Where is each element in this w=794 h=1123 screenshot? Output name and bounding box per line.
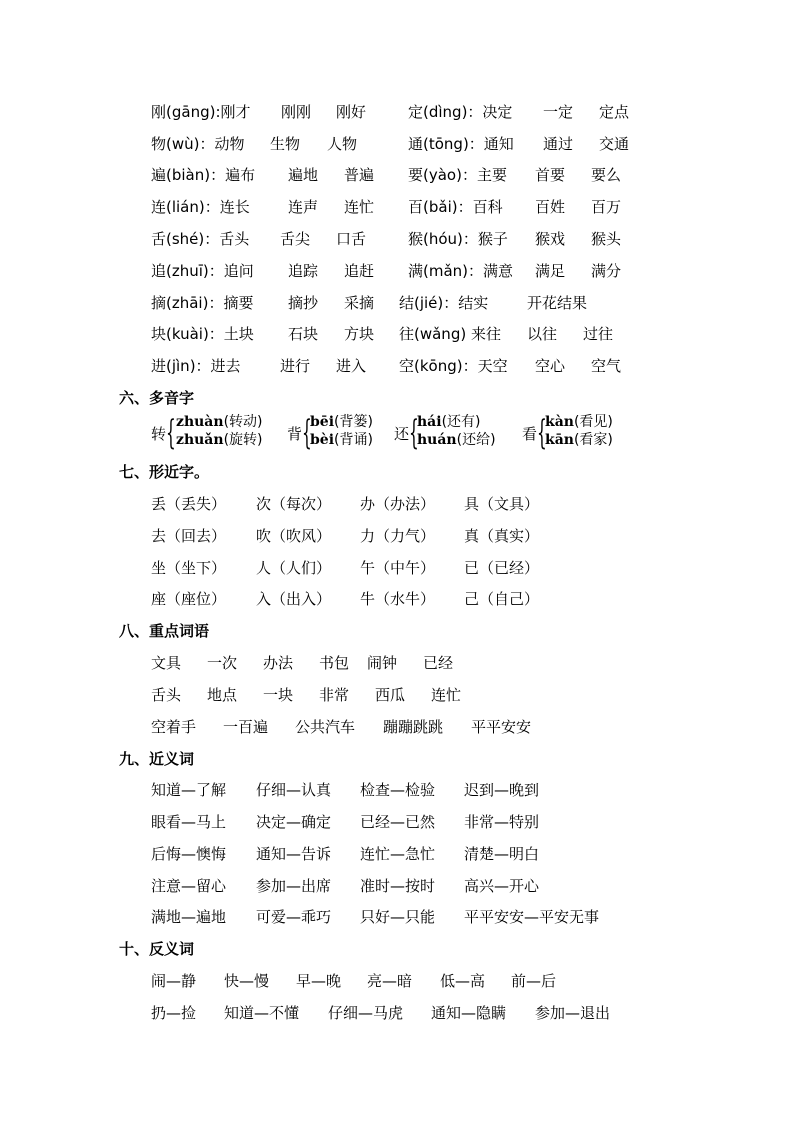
synonym-pair: 清楚—明白: [464, 845, 540, 863]
synonym-pair: 可爱—乖巧: [256, 908, 332, 926]
word: 刚好: [336, 103, 367, 121]
similar-char: 入（出入）: [256, 590, 332, 608]
section-heading: 八、重点词语: [119, 622, 210, 640]
word-entry: 块(kuài)：土块: [151, 325, 254, 343]
word: 石块: [288, 325, 319, 343]
reading-1: kàn(看见): [545, 414, 613, 430]
reading-2: bèi(背诵): [310, 432, 373, 448]
key-word: 地点: [207, 686, 238, 704]
reading-1: hái(还有): [417, 414, 481, 430]
polyphone-char: 转: [151, 425, 167, 443]
similar-char: 己（自己）: [464, 590, 540, 608]
polyphone-group: [394, 414, 509, 454]
antonym-pair: 亮—暗: [367, 972, 413, 990]
word: 开花结果: [527, 294, 588, 312]
word-entry: 追(zhuī)：追问: [151, 262, 254, 280]
reading-1: zhuàn(转动): [176, 414, 263, 430]
antonym-pair: 知道—不懂: [224, 1004, 300, 1022]
key-word: 舌头: [151, 686, 182, 704]
word: 进入: [336, 357, 367, 375]
word: 百姓: [535, 198, 566, 216]
polyphone-group: [522, 414, 627, 454]
antonym-pair: 通知—隐瞒: [431, 1004, 507, 1022]
synonym-pair: 只好—只能: [360, 908, 436, 926]
polyphone-char: 看: [522, 425, 538, 443]
section-heading: 十、反义词: [119, 940, 195, 958]
similar-char: 人（人们）: [256, 559, 332, 577]
similar-char: 坐（坐下）: [151, 559, 227, 577]
word: 口舌: [336, 230, 367, 248]
similar-char: 丢（丢失）: [151, 495, 227, 513]
word-entry: 空(kōng)：天空: [399, 357, 508, 375]
section-heading: 六、多音字: [119, 389, 195, 407]
similar-char: 牛（水牛）: [360, 590, 436, 608]
synonym-pair: 平平安安—平安无事: [464, 908, 600, 926]
antonym-pair: 低—高: [440, 972, 486, 990]
antonym-pair: 早—晚: [296, 972, 342, 990]
word: 猴头: [591, 230, 622, 248]
word: 刚刚: [281, 103, 312, 121]
key-word: 闹钟: [367, 654, 398, 672]
word-entry: 猴(hóu)：猴子: [408, 230, 508, 248]
synonym-pair: 仔细—认真: [256, 781, 332, 799]
word: 舌尖: [280, 230, 311, 248]
synonym-pair: 注意—留心: [151, 877, 227, 895]
synonym-pair: 迟到—晚到: [464, 781, 540, 799]
word: 满分: [591, 262, 622, 280]
similar-char: 吹（吹风）: [256, 527, 332, 545]
similar-char: 真（真实）: [464, 527, 540, 545]
brace-icon: {: [537, 413, 547, 453]
word-entry: 往(wǎng) 来往: [399, 325, 501, 343]
brace-icon: {: [302, 413, 312, 453]
word: 定点: [599, 103, 630, 121]
synonym-pair: 决定—确定: [256, 813, 332, 831]
word: 追踪: [288, 262, 319, 280]
key-word: 一块: [263, 686, 294, 704]
key-word: 西瓜: [375, 686, 406, 704]
key-word: 非常: [319, 686, 350, 704]
antonym-pair: 扔—捡: [151, 1004, 197, 1022]
similar-char: 午（中午）: [360, 559, 436, 577]
antonym-pair: 快—慢: [224, 972, 270, 990]
key-word: 办法: [263, 654, 294, 672]
polyphone-char: 还: [394, 425, 410, 443]
word-entry: 物(wù)：动物: [151, 135, 245, 153]
word: 遍地: [288, 166, 319, 184]
synonym-pair: 准时—按时: [360, 877, 436, 895]
word: 摘抄: [288, 294, 319, 312]
word: 满足: [535, 262, 566, 280]
reading-2: kān(看家): [545, 432, 613, 448]
word: 百万: [591, 198, 622, 216]
word: 以往: [527, 325, 558, 343]
word: 首要: [535, 166, 566, 184]
word: 空心: [535, 357, 566, 375]
word-entry: 百(bǎi)：百科: [408, 198, 503, 216]
key-word: 书包: [319, 654, 350, 672]
word-entry: 满(mǎn)：满意: [408, 262, 514, 280]
word: 空气: [591, 357, 622, 375]
polyphone-group: [151, 414, 276, 454]
word: 交通: [599, 135, 630, 153]
section-heading: 九、近义词: [119, 750, 195, 768]
key-word: 一次: [207, 654, 238, 672]
word-entry: 通(tōng)：通知: [408, 135, 514, 153]
word: 通过: [543, 135, 574, 153]
word-entry: 连(lián)：连长: [151, 198, 250, 216]
synonym-pair: 满地—遍地: [151, 908, 227, 926]
word: 追赶: [344, 262, 375, 280]
word-entry: 进(jìn)：进去: [151, 357, 241, 375]
similar-char: 次（每次）: [256, 495, 332, 513]
section-heading: 七、形近字。: [119, 463, 210, 481]
key-word: 蹦蹦跳跳: [383, 718, 444, 736]
synonym-pair: 后悔—懊悔: [151, 845, 227, 863]
antonym-pair: 仔细—马虎: [328, 1004, 404, 1022]
word: 采摘: [344, 294, 375, 312]
synonym-pair: 连忙—急忙: [360, 845, 436, 863]
word: 过往: [583, 325, 614, 343]
word-entry: 刚(gāng):刚才: [151, 103, 251, 121]
synonym-pair: 检查—检验: [360, 781, 436, 799]
word: 进行: [280, 357, 311, 375]
key-word: 空着手: [151, 718, 197, 736]
antonym-pair: 闹—静: [151, 972, 197, 990]
word: 一定: [543, 103, 574, 121]
word: 人物: [327, 135, 358, 153]
reading-2: huán(还给): [417, 432, 496, 448]
polyphone-char: 背: [287, 425, 303, 443]
word: 普遍: [344, 166, 375, 184]
key-word: 连忙: [431, 686, 462, 704]
synonym-pair: 参加—出席: [256, 877, 332, 895]
synonym-pair: 眼看—马上: [151, 813, 227, 831]
antonym-pair: 前—后: [511, 972, 557, 990]
word-entry: 遍(biàn)：遍布: [151, 166, 256, 184]
reading-2: zhuǎn(旋转): [176, 432, 263, 448]
word: 连忙: [344, 198, 375, 216]
synonym-pair: 知道—了解: [151, 781, 227, 799]
similar-char: 具（文具）: [464, 495, 540, 513]
similar-char: 座（座位）: [151, 590, 227, 608]
key-word: 已经: [423, 654, 454, 672]
key-word: 平平安安: [471, 718, 532, 736]
word-entry: 摘(zhāi)：摘要: [151, 294, 254, 312]
word: 生物: [270, 135, 301, 153]
word-entry: 结(jié)：结实: [399, 294, 489, 312]
synonym-pair: 通知—告诉: [256, 845, 332, 863]
word: 连声: [288, 198, 319, 216]
synonym-pair: 已经—已然: [360, 813, 436, 831]
brace-icon: {: [166, 413, 176, 453]
brace-icon: {: [409, 413, 419, 453]
word: 要么: [591, 166, 622, 184]
similar-char: 力（力气）: [360, 527, 436, 545]
similar-char: 去（回去）: [151, 527, 227, 545]
synonym-pair: 高兴—开心: [464, 877, 540, 895]
word: 猴戏: [535, 230, 566, 248]
similar-char: 办（办法）: [360, 495, 436, 513]
key-word: 公共汽车: [295, 718, 356, 736]
polyphone-group: [287, 414, 387, 454]
word: 方块: [344, 325, 375, 343]
similar-char: 已（已经）: [464, 559, 540, 577]
word-entry: 舌(shé)：舌头: [151, 230, 250, 248]
key-word: 一百遍: [223, 718, 269, 736]
synonym-pair: 非常—特别: [464, 813, 540, 831]
key-word: 文具: [151, 654, 182, 672]
antonym-pair: 参加—退出: [535, 1004, 611, 1022]
reading-1: bēi(背篓): [310, 414, 373, 430]
word-entry: 要(yào)：主要: [408, 166, 507, 184]
word-entry: 定(dìng)：决定: [408, 103, 513, 121]
